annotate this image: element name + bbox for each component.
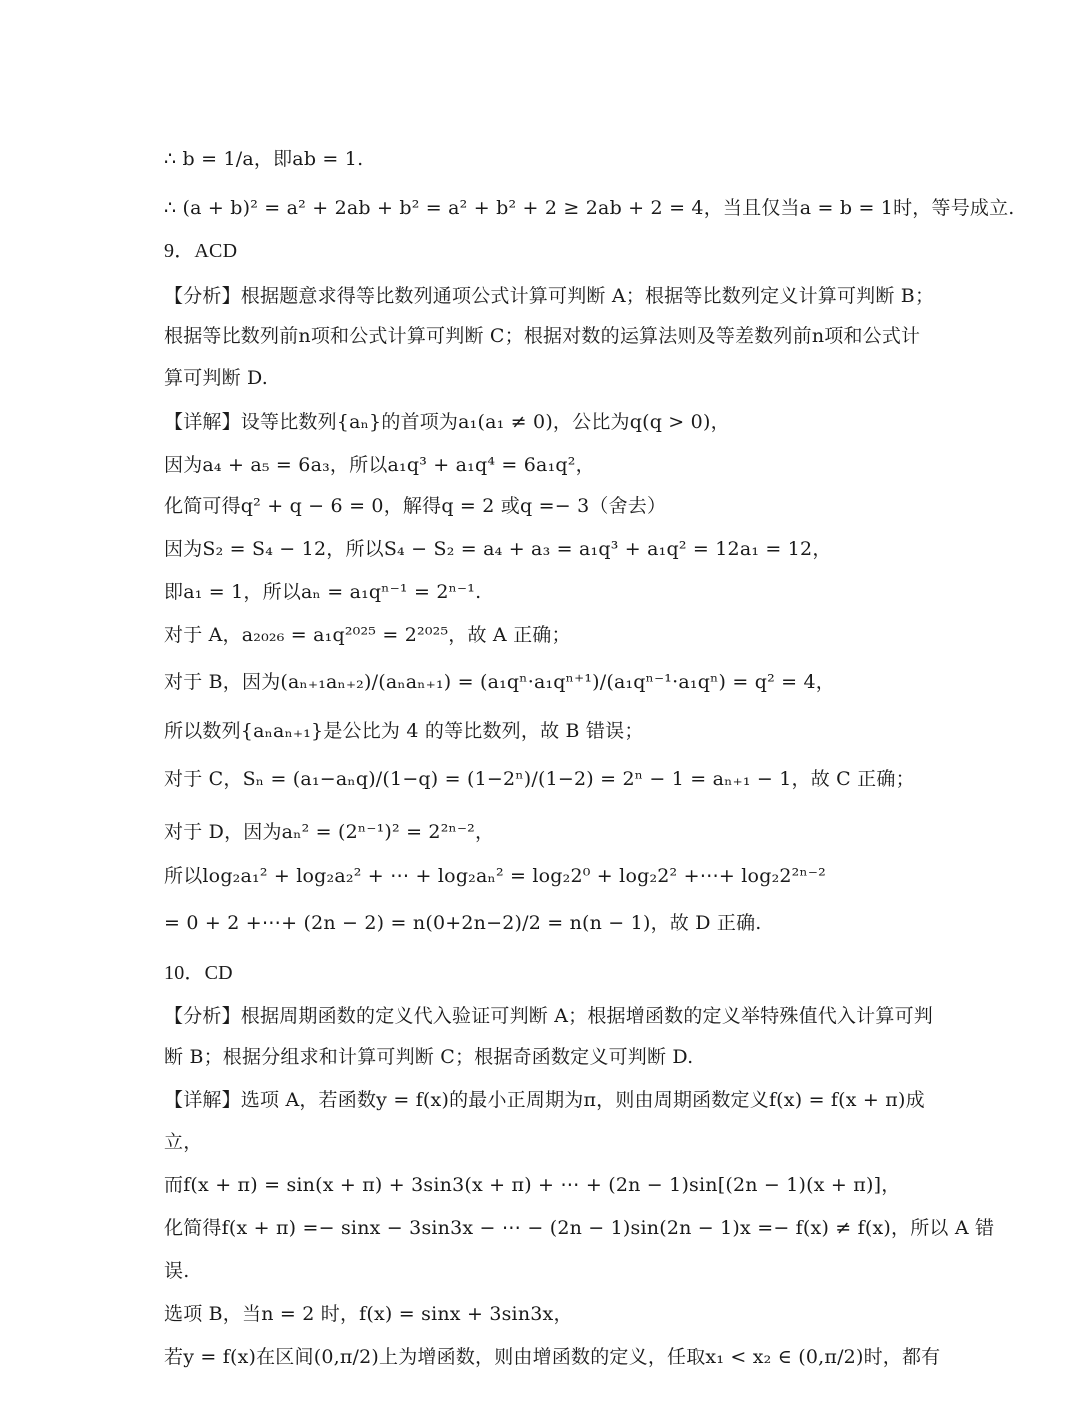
solution-line: 所以数列{aₙaₙ₊₁}是公比为 4 的等比数列，故 B 错误； [164,720,644,742]
solution-line: 因为a₄ + a₅ = 6a₃，所以a₁q³ + a₁q⁴ = 6a₁q²， [164,454,595,476]
analysis-line: 【分析】根据周期函数的定义代入验证可判断 A；根据增函数的定义举特殊值代入计算可判 [164,1005,933,1027]
solution-line: ∴ b = 1/a，即ab = 1. [164,148,364,170]
solution-line: 化简得f(x + π) =− sinx − 3sin3x − ⋯ − (2n − 1)sin(2n − 1)x =− f(x) ≠ f(x)，所以 A 错 [164,1217,995,1239]
solution-line: 对于 B，因为(aₙ₊₁aₙ₊₂)/(aₙaₙ₊₁) = (a₁qⁿ·a₁qⁿ⁺¹)/(a₁qⁿ⁻¹·a₁qⁿ) = q² = 4， [164,671,835,693]
solution-line: 对于 C，Sₙ = (a₁−aₙq)/(1−q) = (1−2ⁿ)/(1−2) = 2ⁿ − 1 = aₙ₊₁ − 1，故 C 正确； [164,768,915,790]
solution-line: 选项 B，当n = 2 时，f(x) = sinx + 3sin3x， [164,1303,573,1325]
analysis-line: 算可判断 D. [164,367,269,389]
solution-line: 即a₁ = 1，所以aₙ = a₁qⁿ⁻¹ = 2ⁿ⁻¹. [164,581,482,603]
solution-line: 【详解】选项 A，若函数y = f(x)的最小正周期为π，则由周期函数定义f(x) = f(x + π)成 [164,1089,925,1111]
solution-line: 立， [164,1131,203,1153]
solution-line: 误. [164,1260,190,1282]
analysis-line: 根据等比数列前n项和公式计算可判断 C；根据对数的运算法则及等差数列前n项和公式计 [164,325,921,347]
analysis-line: 【分析】根据题意求得等比数列通项公式计算可判断 A；根据等比数列定义计算可判断 B； [164,285,935,307]
solution-line: 所以log₂a₁² + log₂a₂² + ⋯ + log₂aₙ² = log₂2⁰ + log₂2² +⋯+ log₂2²ⁿ⁻² [164,865,826,887]
solution-line: = 0 + 2 +⋯+ (2n − 2) = n(0+2n−2)/2 = n(n − 1)，故 D 正确. [164,912,762,934]
solution-line: 化简可得q² + q − 6 = 0，解得q = 2 或q =− 3（舍去） [164,495,667,517]
solution-line: 对于 A，a₂₀₂₆ = a₁q²⁰²⁵ = 2²⁰²⁵，故 A 正确； [164,624,571,646]
solution-line: 对于 D，因为aₙ² = (2ⁿ⁻¹)² = 2²ⁿ⁻²， [164,821,495,843]
solution-line: 而f(x + π) = sin(x + π) + 3sin3(x + π) + ⋯ + (2n − 1)sin[(2n − 1)(x + π)]， [164,1174,901,1196]
solution-line: 若y = f(x)在区间(0,π/2)上为增函数，则由增函数的定义，任取x₁ < x₂ ∈ (0,π/2)时，都有 [164,1346,941,1368]
question-answer-heading: 9．ACD [164,240,238,262]
analysis-line: 断 B；根据分组求和计算可判断 C；根据奇函数定义可判断 D. [164,1046,694,1068]
solution-line: 因为S₂ = S₄ − 12，所以S₄ − S₂ = a₄ + a₃ = a₁q³ + a₁q² = 12a₁ = 12， [164,538,832,560]
solution-line: ∴ (a + b)² = a² + 2ab + b² = a² + b² + 2 ≥ 2ab + 2 = 4，当且仅当a = b = 1时，等号成立. [164,197,1015,219]
question-answer-heading: 10．CD [164,962,233,984]
solution-line: 【详解】设等比数列{aₙ}的首项为a₁(a₁ ≠ 0)，公比为q(q > 0)， [164,411,730,433]
